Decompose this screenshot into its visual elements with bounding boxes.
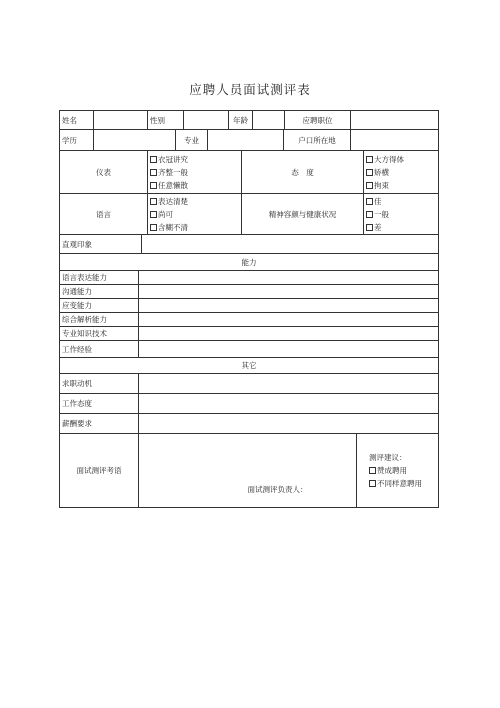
checkbox-icon [150,156,157,163]
evaluation-field[interactable] [139,434,357,507]
other-label: 求职动机 [60,374,139,393]
ability-field[interactable] [139,299,438,312]
name-field[interactable] [94,111,148,129]
attitude-option[interactable]: 拘束 [366,179,389,192]
language-label: 语言 [60,194,148,234]
checkbox-icon [150,182,157,189]
table-row [59,235,439,254]
major-field[interactable] [208,130,284,150]
checkbox-icon [150,169,157,176]
table-row [59,394,439,414]
section-header [59,358,439,374]
age-label: 年龄 [229,111,253,129]
language-option[interactable]: 表达清楚 [150,195,188,208]
impression-field[interactable] [142,235,438,253]
checkbox-icon [369,480,376,487]
name-label: 姓名 [60,111,94,129]
checkbox-icon [366,156,373,163]
section-header [59,254,439,271]
hukou-field[interactable] [351,130,438,150]
attitude-option[interactable]: 矫横 [366,166,389,179]
major-label: 专业 [176,130,208,150]
table-row [59,194,439,235]
table-row [59,313,439,327]
position-field[interactable] [351,111,438,129]
checkbox-icon [366,211,373,218]
checkbox-icon [366,182,373,189]
ability-label: 应变能力 [60,299,139,312]
suggestion-option[interactable]: 不同样意聘用 [369,477,422,490]
appearance-option[interactable]: 齐整一般 [150,166,188,179]
other-field[interactable] [139,374,438,393]
language-options [148,194,242,234]
page-title: 应聘人员面试测评表 [189,82,311,97]
checkbox-icon [366,198,373,205]
language-option[interactable]: 含糊不清 [150,221,188,234]
interview-form-table [59,110,439,508]
table-row [59,374,439,394]
suggestion-cell [357,434,438,507]
impression-label: 直观印象 [60,235,142,253]
table-row [59,327,439,341]
ability-field[interactable] [139,341,438,357]
spirit-options [364,194,438,234]
other-label: 工作态度 [60,394,139,413]
other-field[interactable] [139,394,438,413]
attitude-option[interactable]: 大方得体 [366,153,404,166]
checkbox-icon [150,211,157,218]
evaluation-label: 面试测评考语 [60,434,139,507]
ability-label: 专业知识技术 [60,327,139,340]
ability-field[interactable] [139,271,438,284]
education-label: 学历 [60,130,94,150]
ability-label: 综合解析能力 [60,313,139,326]
gender-label: 性别 [148,111,184,129]
ability-label: 语言表达能力 [60,271,139,284]
spirit-option[interactable]: 差 [366,221,382,234]
position-label: 应聘职位 [285,111,351,129]
other-field[interactable] [139,414,438,433]
ability-field[interactable] [139,285,438,298]
appearance-option[interactable]: 任意懒散 [150,179,188,192]
attitude-options [364,151,438,193]
gender-field[interactable] [184,111,229,129]
ability-field[interactable] [139,327,438,340]
table-row [59,414,439,434]
appearance-label: 仪表 [60,151,148,193]
other-section-title: 其它 [241,361,257,370]
appearance-option[interactable]: 衣冠讲究 [150,153,188,166]
other-label: 薪酬要求 [60,414,139,433]
table-row [59,341,439,358]
suggestion-option[interactable]: 赞成聘用 [369,464,407,477]
ability-section-title: 能力 [241,257,257,267]
table-row [59,130,439,151]
ability-field[interactable] [139,313,438,326]
spirit-label: 精神容颜与健康状况 [242,194,364,234]
checkbox-icon [366,169,373,176]
checkbox-icon [150,224,157,231]
ability-label: 沟通能力 [60,285,139,298]
table-row [59,271,439,285]
table-row [59,434,439,508]
spirit-option[interactable]: 佳 [366,195,382,208]
spirit-option[interactable]: 一般 [366,208,389,221]
evaluation-signer-label: 面试测评负责人： [247,485,308,494]
table-row [59,285,439,299]
appearance-options [148,151,242,193]
table-row [59,151,439,194]
suggestion-label: 测评建议： [369,453,407,462]
hukou-label: 户口所在地 [284,130,351,150]
education-field[interactable] [94,130,176,150]
checkbox-icon [150,198,157,205]
table-row [59,299,439,313]
checkbox-icon [369,467,376,474]
language-option[interactable]: 尚可 [150,208,173,221]
table-row [59,110,439,130]
attitude-label: 态 度 [242,151,364,193]
ability-label: 工作经验 [60,341,139,357]
age-field[interactable] [253,111,285,129]
checkbox-icon [366,224,373,231]
